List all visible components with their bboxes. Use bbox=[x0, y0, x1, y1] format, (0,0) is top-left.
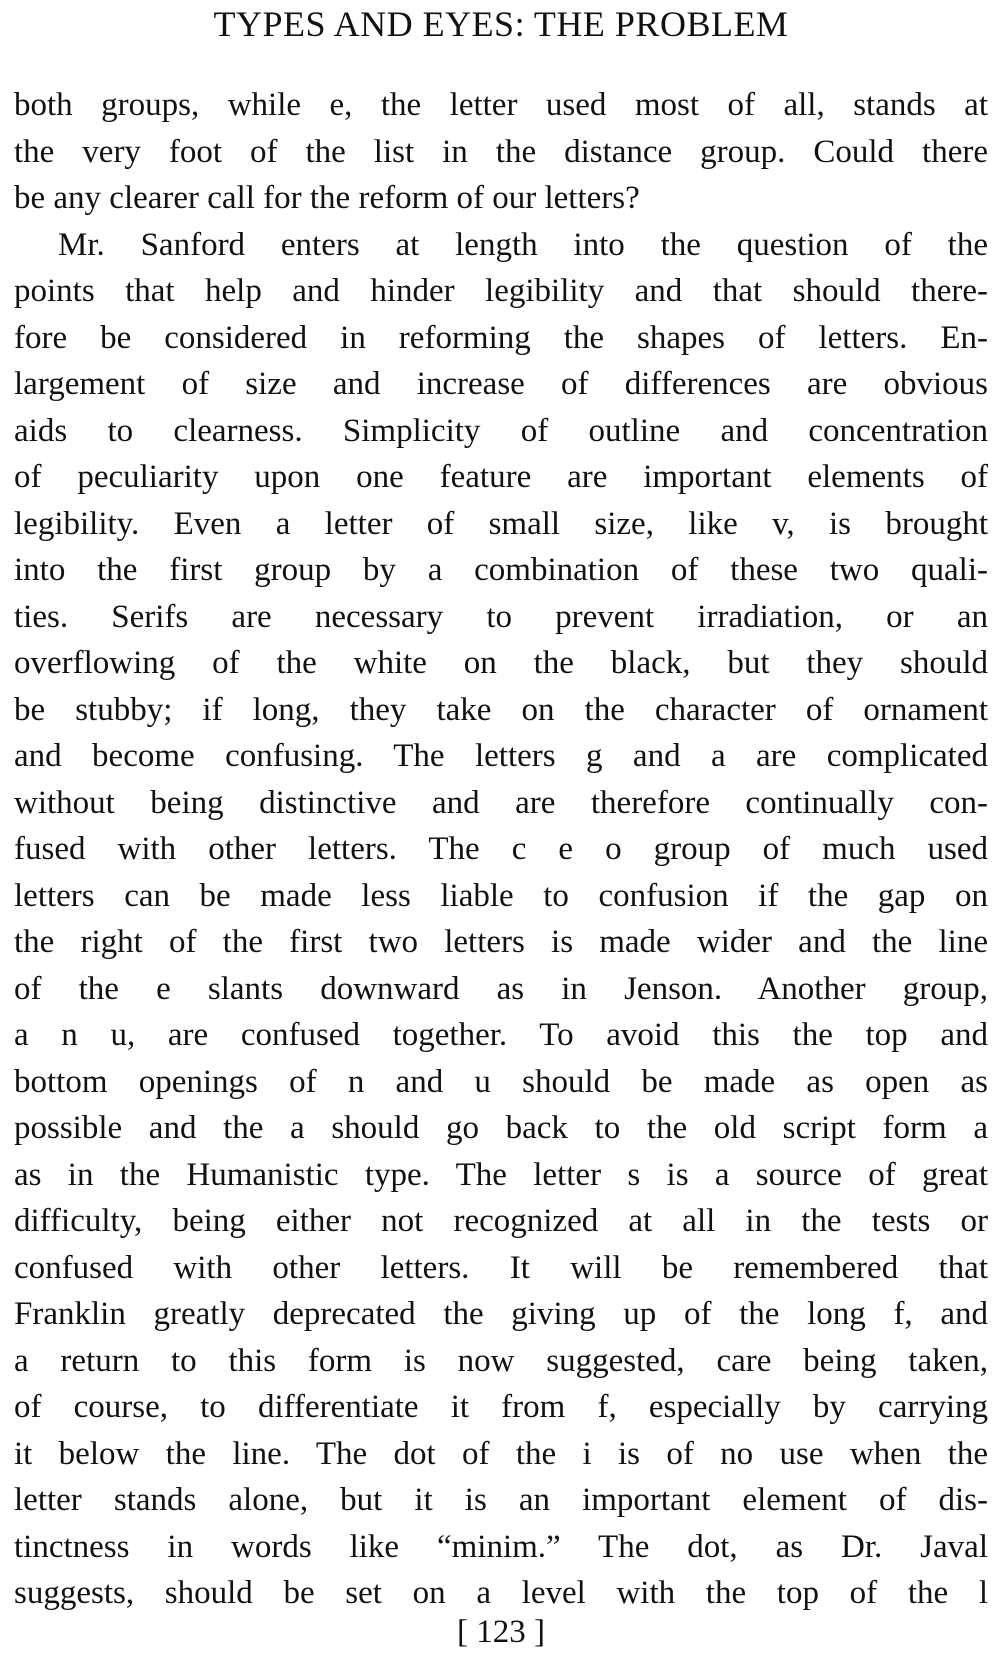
book-page bbox=[14, 0, 988, 1666]
text-line: possible and the a should go back to the old script form a bbox=[14, 1110, 988, 1146]
text-line: legibility. Even a letter of small size, like v, is brought bbox=[14, 505, 988, 542]
text-line: it below the line. The dot of the i is of no use when the bbox=[14, 1435, 988, 1472]
text-line: without being distinctive and are therefore continually con- bbox=[14, 784, 988, 821]
text-line: of the e slants downward as in Jenson. Another group, bbox=[14, 970, 988, 1007]
text-line: of peculiarity upon one feature are important elements of bbox=[14, 459, 988, 495]
text-line: be any clearer call for the reform of our letters? bbox=[14, 180, 640, 216]
page-number: [ 123 ] bbox=[457, 1614, 545, 1650]
text-line: bottom openings of n and u should be made as open as bbox=[14, 1063, 988, 1100]
text-line: as in the Humanistic type. The letter s is a source of great bbox=[14, 1156, 988, 1193]
text-line: confused with other letters. It will be remembered that bbox=[14, 1249, 988, 1286]
text-line: difficulty, being either not recognized at all in the tests or bbox=[14, 1203, 988, 1239]
text-line: fused with other letters. The c e o group of much used bbox=[14, 831, 988, 867]
text-line: both groups, while e, the letter used most of all, stands at bbox=[14, 87, 988, 123]
text-line: of course, to differentiate it from f, especially by carrying bbox=[14, 1389, 988, 1425]
text-line: tinctness in words like “minim.” The dot, as Dr. Javal bbox=[14, 1528, 988, 1565]
text-line: overflowing of the white on the black, but they should bbox=[14, 645, 988, 681]
body-text bbox=[14, 82, 988, 1617]
text-line: the very foot of the list in the distance group. Could there bbox=[14, 133, 988, 170]
text-line: Franklin greatly deprecated the giving up of the long f, and bbox=[14, 1296, 988, 1332]
text-line: a return to this form is now suggested, care being taken, bbox=[14, 1342, 988, 1379]
text-line: be stubby; if long, they take on the character of ornament bbox=[14, 691, 988, 728]
text-line: and become confusing. The letters g and a are complicated bbox=[14, 738, 988, 774]
text-line: the right of the first two letters is made wider and the line bbox=[14, 924, 988, 960]
running-head: TYPES AND EYES: THE PROBLEM bbox=[213, 4, 789, 44]
text-line: largement of size and increase of differences are obvious bbox=[14, 366, 988, 402]
text-line: ties. Serifs are necessary to prevent irradiation, or an bbox=[14, 598, 988, 635]
text-line: aids to clearness. Simplicity of outline and concentration bbox=[14, 412, 988, 449]
text-line: into the first group by a combination of these two quali- bbox=[14, 552, 988, 588]
paragraph-first-line: Mr. Sanford enters at length into the question of the bbox=[58, 226, 988, 263]
text-line: a n u, are confused together. To avoid this the top and bbox=[14, 1017, 988, 1053]
text-line: points that help and hinder legibility and that should there- bbox=[14, 273, 988, 309]
text-line: letters can be made less liable to confusion if the gap on bbox=[14, 877, 988, 914]
text-line: letter stands alone, but it is an important element of dis- bbox=[14, 1482, 988, 1518]
text-line: fore be considered in reforming the shapes of letters. En- bbox=[14, 319, 988, 356]
text-line: suggests, should be set on a level with the top of the l bbox=[14, 1575, 988, 1611]
